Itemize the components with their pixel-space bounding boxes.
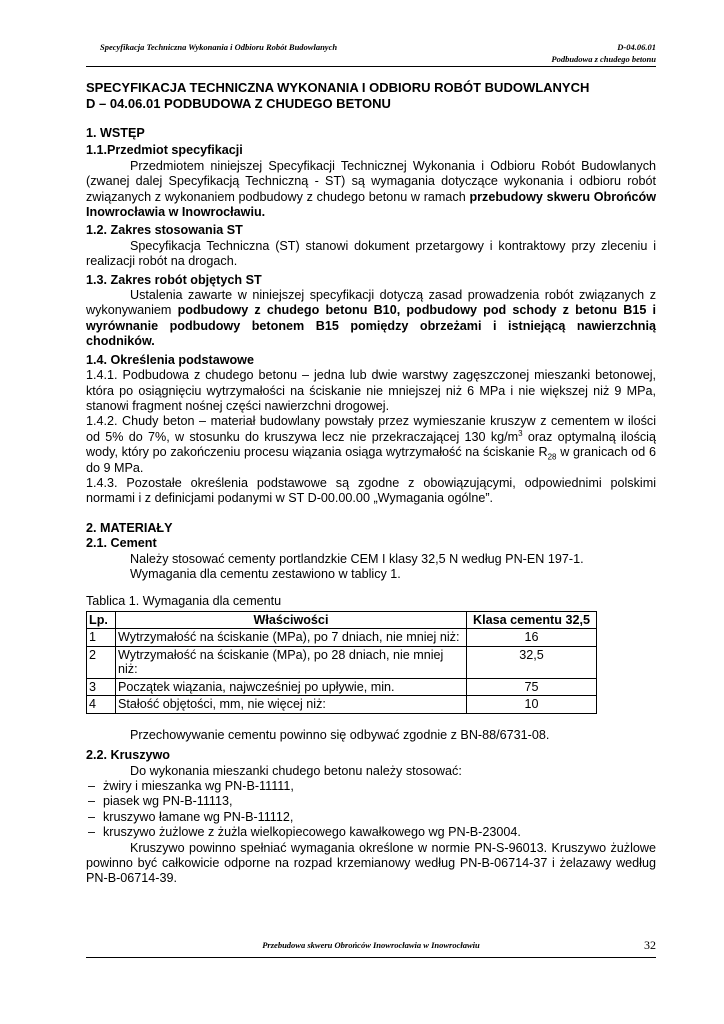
- paragraph-1-3-bold: podbudowy z chudego betonu B10, podbudowy pod schody z betonu B15 i wyrównanie podbudowy betonem B15 pomiędzy obrzeżami i istniejącą nawierzchnią chodników.: [86, 303, 657, 349]
- section-1-heading: 1. WSTĘP: [86, 126, 145, 140]
- table-row: [87, 629, 597, 647]
- header-divider: [86, 66, 656, 67]
- section-2-1-heading: 2.1. Cement: [86, 536, 157, 551]
- cell-lp: 2: [87, 646, 116, 678]
- paragraph-2-2-1: Do wykonania mieszanki chudego betonu należy stosować:: [130, 763, 462, 778]
- document-title: [86, 80, 656, 112]
- header-left: Specyfikacja Techniczna Wykonania i Odbioru Robót Budowlanych: [100, 42, 338, 52]
- paragraph-2-2-2: Kruszywo powinno spełniać wymagania określone w normie PN-S-96013. Kruszywo żużlowe powinno być całkowicie odporne na rozpad krzemianowy według PN-B-06714-37 i żelazawy według PN-B-06714-39.: [86, 840, 656, 886]
- header-class: Klasa cementu 32,5: [467, 611, 597, 629]
- cell-value: 10: [467, 696, 597, 714]
- cell-lp: 4: [87, 696, 116, 714]
- p142-c: w granicach od 6 do 9 MPa.: [86, 445, 656, 475]
- paragraph-1-4-1: 1.4.1. Podbudowa z chudego betonu – jedna lub dwie warstwy zagęszczonej mieszanki betonowej, która po osiągnięciu wytrzymałości na ściskanie nie mniejszej niż 6 MPa i nie większej niż 9 MPa, stanowi fragment nośnej części nawierzchni drogowej.: [86, 368, 656, 413]
- section-2-2-heading: 2.2. Kruszywo: [86, 748, 170, 763]
- table-row: [87, 678, 597, 696]
- table-row: [87, 696, 597, 714]
- paragraph-1-1: [86, 159, 656, 221]
- list-item: – kruszywo żużlowe z żużla wielkopiecowego kawałkowego wg PN-B-23004.: [86, 825, 656, 840]
- spacer: [86, 507, 656, 521]
- header-lp: Lp.: [87, 611, 116, 629]
- p142-b: oraz optymalną ilością wody, który po zakończeniu procesu wiązania osiąga wytrzymałość na ściskanie R: [86, 429, 656, 460]
- spacer: [86, 714, 656, 728]
- paragraph-1-3-text: Ustalenia zawarte w niniejszej specyfikacji dotyczą zasad prowadzenia robót związanych z wykonywaniem: [86, 288, 656, 318]
- cell-value: 75: [467, 678, 597, 696]
- paragraph-1-3: [86, 288, 656, 350]
- footer-title: Przebudowa skweru Obrońców Inowrocławia w Inowrocławiu: [262, 940, 480, 950]
- cell-property: Wytrzymałość na ściskanie (MPa), po 28 dniach, nie mniej niż:: [116, 646, 467, 678]
- cell-lp: 3: [87, 678, 116, 696]
- cell-lp: 1: [87, 629, 116, 647]
- header-properties: Właściwości: [116, 611, 467, 629]
- paragraph-2-1-1: Należy stosować cementy portlandzkie CEM I klasy 32,5 N według PN-EN 197-1.: [130, 551, 584, 566]
- header-subtitle: Podbudowa z chudego betonu: [551, 54, 656, 64]
- paragraph-1-4-2: [86, 414, 656, 476]
- page-number: 32: [644, 938, 656, 952]
- table-row: [87, 646, 597, 678]
- section-2-heading: 2. MATERIAŁY: [86, 520, 173, 535]
- document-body: [86, 80, 656, 887]
- cell-property: Stałość objętości, mm, nie więcej niż:: [116, 696, 467, 714]
- paragraph-2-1-3: Przechowywanie cementu powinno się odbywać zgodnie z BN-88/6731-08.: [130, 727, 550, 742]
- paragraph-1-1-text: Przedmiotem niniejszej Specyfikacji Technicznej Wykonania i Odbioru Robót Budowlanych (zwanej dalej Specyfikacją Techniczną - ST) są wymagania dotyczące wykonania i odbioru robót związanych z wykonaniem podbudowy z chudego betonu w ramach: [86, 158, 656, 204]
- table-header-row: [87, 611, 597, 629]
- list-item: – kruszywo łamane wg PN-B-11112,: [86, 810, 656, 825]
- cell-property: Wytrzymałość na ściskanie (MPa), po 7 dniach, nie mniej niż:: [116, 629, 467, 647]
- cell-value: 16: [467, 629, 597, 647]
- footer-divider: [86, 957, 656, 958]
- title-line-2: D – 04.06.01 PODBUDOWA Z CHUDEGO BETONU: [86, 96, 391, 111]
- p142-a: 1.4.2. Chudy beton – materiał budowlany powstały przez wymieszanie kruszyw z cementem w ilości od 5% do 7%, w stosunku do kruszywa lecz nie przekraczającej 130 kg/m: [86, 414, 656, 444]
- list-item: – piasek wg PN-B-11113,: [86, 794, 656, 809]
- section-1-1-heading: 1.1.Przedmiot specyfikacji: [86, 143, 243, 158]
- cell-property: Początek wiązania, najwcześniej po upływie, min.: [116, 678, 467, 696]
- section-1-3-heading: 1.3. Zakres robót objętych ST: [86, 272, 262, 287]
- paragraph-1-4-3: 1.4.3. Pozostałe określenia podstawowe są zgodne z obowiązującymi, odpowiednimi polskimi normami i z definicjami podanymi w ST D-00.00.00 „Wymagania ogólne”.: [86, 475, 656, 506]
- cement-requirements-table: [86, 611, 597, 714]
- table-caption: Tablica 1. Wymagania dla cementu: [86, 594, 282, 609]
- paragraph-1-1-bold: przebudowy skweru Obrońców Inowrocławia w Inowrocławiu.: [86, 189, 657, 220]
- title-line-1: SPECYFIKACJA TECHNICZNA WYKONANIA I ODBIORU ROBÓT BUDOWLANYCH: [86, 80, 590, 95]
- section-1-4-heading: 1.4. Określenia podstawowe: [86, 352, 254, 367]
- cell-value: 32,5: [467, 646, 597, 678]
- header-code: D-04.06.01: [617, 42, 656, 52]
- list-item: – żwiry i mieszanka wg PN-B-11111,: [86, 779, 656, 794]
- spacer: [86, 582, 656, 594]
- paragraph-2-1-2: Wymagania dla cementu zestawiono w tablicy 1.: [130, 566, 401, 581]
- section-1-2-heading: 1.2. Zakres stosowania ST: [86, 223, 243, 238]
- p142-sup: 3: [518, 428, 523, 438]
- p142-sub: 28: [547, 452, 557, 462]
- paragraph-1-2: Specyfikacja Techniczna (ST) stanowi dokument przetargowy i kontraktowy przy zleceniu i realizacji robót na drogach.: [86, 238, 656, 269]
